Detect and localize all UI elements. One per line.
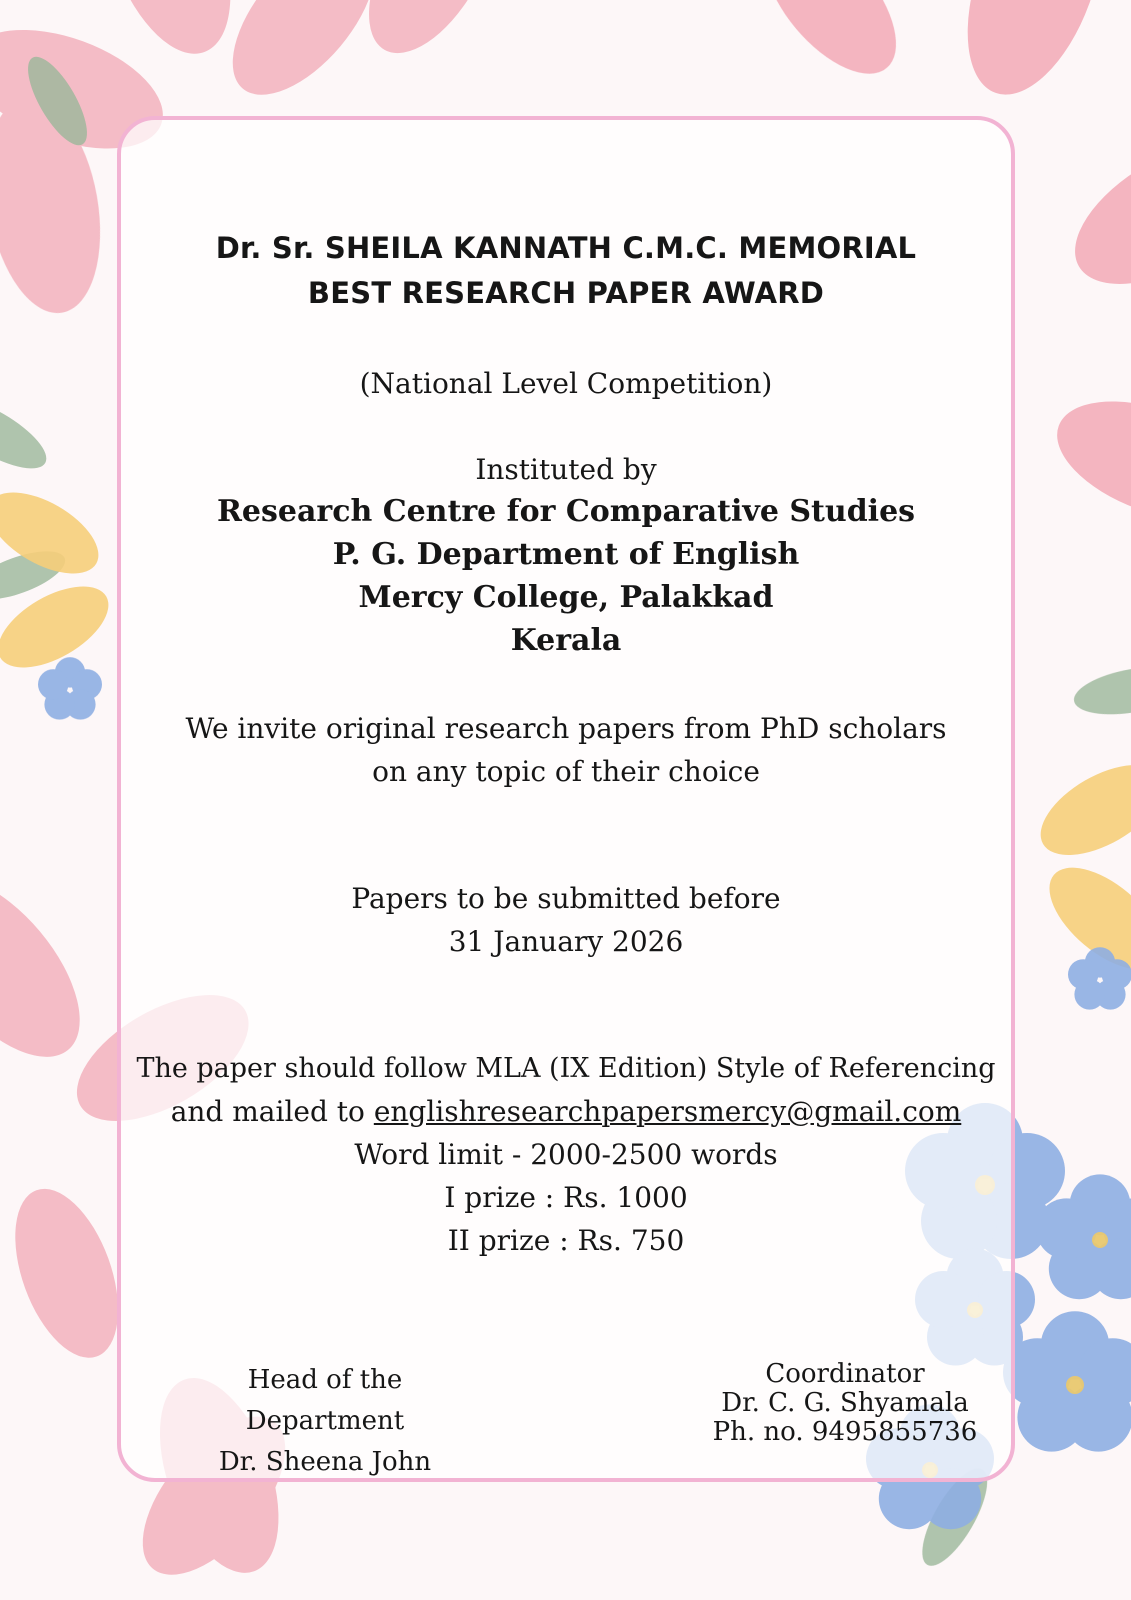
style-guideline: The paper should follow MLA (IX Edition) Style of Referencing [136,1053,996,1084]
org-line-1: Research Centre for Comparative Studies [216,494,916,529]
coordinator-phone: Ph. no. 9495855736 [712,1417,978,1447]
coordinator-name: Dr. C. G. Shyamala [721,1388,969,1418]
invitation-line1: We invite original research papers from PhD scholars [185,712,947,745]
second-prize: II prize : Rs. 750 [447,1224,685,1257]
competition-level: (National Level Competition) [359,367,773,400]
deadline-label: Papers to be submitted before [351,882,781,915]
invitation-line2: on any topic of their choice [372,755,760,788]
award-title-line1: Dr. Sr. SHEILA KANNATH C.M.C. MEMORIAL [215,231,917,265]
org-line-3: Mercy College, Palakkad [358,580,774,615]
award-frame [117,116,1015,1482]
org-line-2: P. G. Department of English [332,537,800,572]
org-line-4: Kerala [510,623,622,658]
word-limit: Word limit - 2000-2500 words [354,1138,778,1171]
mail-prefix: and mailed to [170,1095,374,1128]
deadline-date: 31 January 2026 [448,925,684,958]
email-link[interactable]: englishresearchpapersmercy@gmail.com [373,1095,962,1128]
first-prize: I prize : Rs. 1000 [444,1181,688,1214]
award-title-line2: BEST RESEARCH PAPER AWARD [307,276,825,310]
hod-signature-block [170,1360,480,1483]
hod-role: Head of the Department [245,1365,405,1436]
hod-name: Dr. Sheena John [218,1447,432,1477]
coordinator-role: Coordinator [765,1359,925,1389]
mail-line [117,1090,1015,1133]
instituted-by-label: Instituted by [475,453,657,486]
coordinator-block [700,1360,990,1447]
